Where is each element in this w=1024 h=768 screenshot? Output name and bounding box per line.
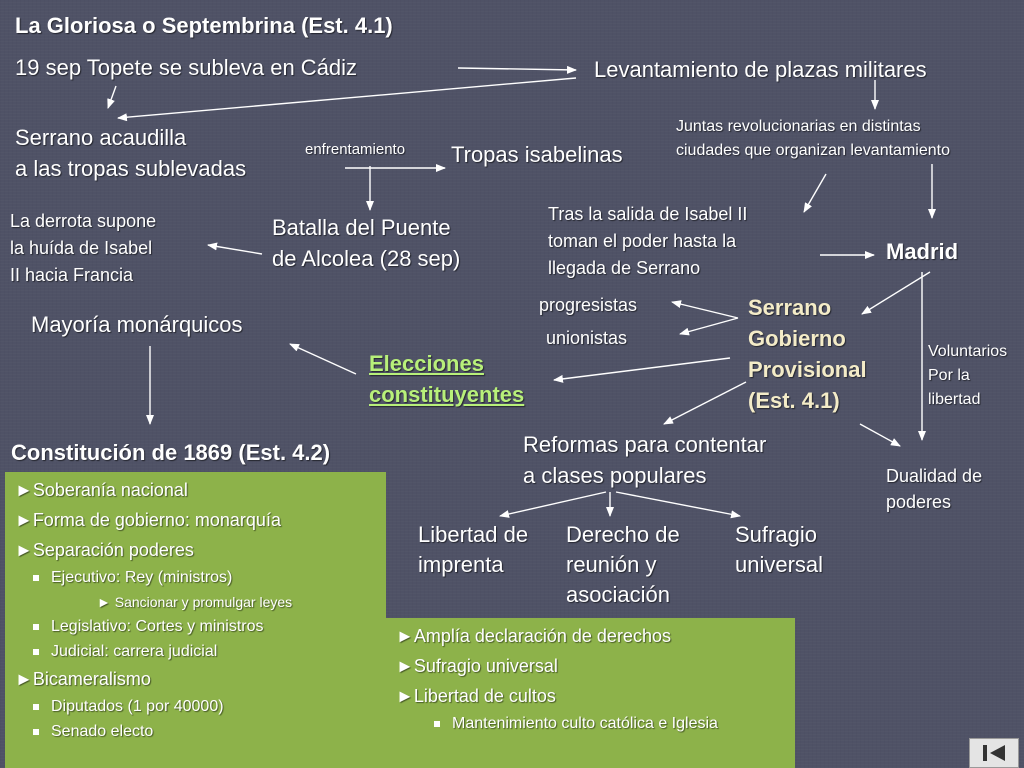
list-item: ►Separación poderes — [15, 540, 194, 560]
node-voluntarios-line3: libertad — [928, 391, 981, 408]
list-item — [5, 614, 386, 639]
first-slide-icon — [981, 743, 1007, 763]
square-bullet-icon — [33, 575, 39, 581]
list-item-text: Ejecutivo: Rey (ministros) — [51, 569, 233, 586]
list-item: ►Amplía declaración de derechos — [396, 626, 671, 646]
node-gobierno-line3: Provisional — [748, 357, 867, 382]
node-tras-line2: toman el poder hasta la — [548, 231, 737, 251]
list-item-text: Judicial: carrera judicial — [51, 643, 218, 660]
node-tropas: Tropas isabelinas — [451, 142, 623, 167]
link-elecciones-line2[interactable]: constituyentes — [369, 382, 525, 407]
arrow-juntas-tras — [804, 174, 826, 212]
list-item: ►Soberanía nacional — [15, 480, 188, 500]
node-juntas-line2: ciudades que organizan levantamiento — [676, 142, 950, 159]
list-item — [386, 711, 795, 736]
node-mayoria: Mayoría monárquicos — [31, 312, 243, 337]
node-batalla-line2: de Alcolea (28 sep) — [272, 246, 461, 271]
node-tras-line1: Tras la salida de Isabel II — [548, 204, 748, 224]
node-dualidad-line2: poderes — [886, 492, 952, 512]
arrow-batalla-derrota — [208, 245, 262, 254]
square-bullet-icon — [33, 624, 39, 630]
list-item: ► Sancionar y promulgar leyes — [97, 594, 293, 610]
node-libertad-line1: Libertad de — [418, 522, 529, 547]
constitution-box — [5, 472, 386, 768]
arrow-gobierno-dualidad — [860, 424, 900, 446]
node-juntas-line1: Juntas revolucionarias en distintas — [676, 118, 921, 135]
node-serrano-line2: a las tropas sublevadas — [15, 156, 247, 181]
list-item: ►Sufragio universal — [396, 656, 558, 676]
constitution-heading: Constitución de 1869 (Est. 4.2) — [11, 440, 331, 465]
arrow-topete-levantamiento — [458, 68, 576, 70]
node-reformas-line2: a clases populares — [523, 463, 707, 488]
node-unionistas: unionistas — [546, 328, 628, 348]
arrow-reformas-sufragio — [616, 492, 740, 516]
arrow-gobierno-reformas — [664, 382, 746, 424]
arrow-elecciones-mayoria — [290, 344, 356, 374]
arrow-gobierno-progresistas — [672, 302, 738, 318]
node-derrota-line1: La derrota supone — [10, 211, 157, 231]
node-derecho-line3: asociación — [566, 582, 670, 607]
node-batalla-line1: Batalla del Puente — [272, 215, 451, 240]
list-item: ►Forma de gobierno: monarquía — [15, 510, 281, 530]
rights-list — [386, 621, 795, 736]
node-sufragio-line1: Sufragio — [735, 522, 817, 547]
arrow-reformas-libertad — [500, 492, 606, 516]
list-item-text: Diputados (1 por 40000) — [51, 698, 224, 715]
node-reformas-line1: Reformas para contentar — [523, 432, 767, 457]
node-dualidad-line1: Dualidad de — [886, 466, 983, 486]
node-serrano-line1: Serrano acaudilla — [15, 125, 187, 150]
list-item — [5, 694, 386, 719]
node-madrid: Madrid — [886, 239, 959, 264]
arrow-madrid-gobierno — [862, 272, 930, 314]
node-progresistas: progresistas — [539, 295, 638, 315]
node-gobierno-line2: Gobierno — [748, 326, 846, 351]
list-item-text: Mantenimiento culto católica e Iglesia — [452, 715, 718, 732]
node-gobierno-line1: Serrano — [748, 295, 832, 320]
node-tras-line3: llegada de Serrano — [548, 258, 701, 278]
rights-box — [386, 618, 795, 768]
node-derrota-line3: II hacia Francia — [10, 265, 134, 285]
square-bullet-icon — [33, 649, 39, 655]
list-item-text: Legislativo: Cortes y ministros — [51, 618, 264, 635]
list-item-text: Senado electo — [51, 723, 154, 740]
square-bullet-icon — [33, 729, 39, 735]
list-item — [5, 565, 386, 590]
constitution-list — [5, 475, 386, 744]
node-derrota-line2: la huída de Isabel — [10, 238, 153, 258]
list-item: ►Libertad de cultos — [396, 686, 556, 706]
page-title: La Gloriosa o Septembrina (Est. 4.1) — [15, 13, 393, 38]
node-sufragio-line2: universal — [735, 552, 824, 577]
square-bullet-icon — [33, 704, 39, 710]
arrow-gobierno-unionistas — [680, 318, 738, 334]
arrow-topete-serrano — [108, 86, 116, 108]
node-voluntarios-line2: Por la — [928, 367, 970, 384]
node-derecho-line1: Derecho de — [566, 522, 680, 547]
first-slide-button[interactable] — [969, 738, 1019, 768]
node-gobierno-line4: (Est. 4.1) — [748, 388, 840, 413]
list-item: ►Bicameralismo — [15, 669, 151, 689]
arrow-gobierno-elecciones — [554, 358, 730, 380]
node-libertad-line2: imprenta — [418, 552, 504, 577]
node-derecho-line2: reunión y — [566, 552, 657, 577]
node-levantamiento: Levantamiento de plazas militares — [594, 57, 927, 82]
list-item — [5, 639, 386, 664]
list-item — [5, 719, 386, 744]
link-elecciones-line1[interactable]: Elecciones — [369, 351, 484, 376]
node-topete: 19 sep Topete se subleva en Cádiz — [15, 55, 358, 80]
arrow-levantamiento-serrano — [118, 78, 576, 118]
label-enfrentamiento: enfrentamiento — [305, 141, 406, 158]
node-voluntarios-line1: Voluntarios — [928, 343, 1008, 360]
square-bullet-icon — [434, 721, 440, 727]
